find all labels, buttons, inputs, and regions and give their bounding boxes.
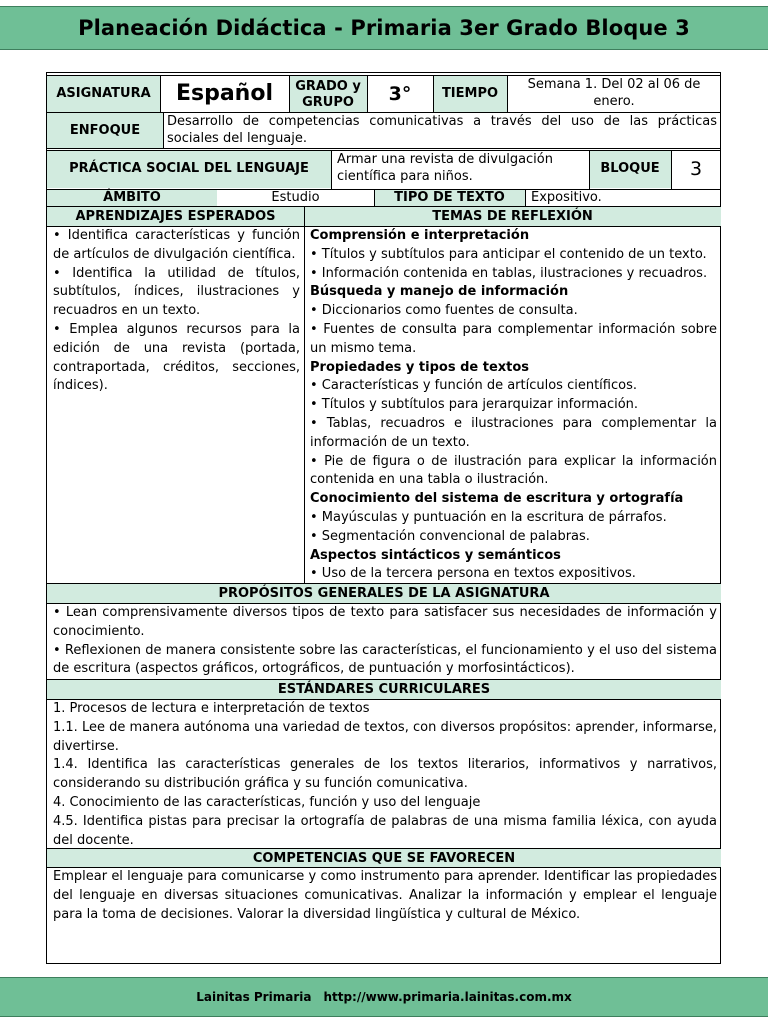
estandar-item: 4.5. Identifica pistas para precisar la ortografía de palabras de una misma familia léxica, con ayuda del docente. bbox=[53, 813, 717, 848]
bloque-label: BLOQUE bbox=[589, 151, 671, 188]
proposito-item: • Reflexionen de manera consistente sobre las características, el funcionamiento y el uso del sistema de escritura (aspectos gráficos, ortográficos, de puntuación y morfosintácticos). bbox=[53, 642, 717, 677]
page-title: Planeación Didáctica - Primaria 3er Grado Bloque 3 bbox=[78, 16, 690, 40]
footer-url-link[interactable]: http://www.primaria.lainitas.com.mx bbox=[323, 990, 572, 1004]
grid-line bbox=[47, 112, 721, 113]
practica-value: Armar una revista de divulgación científica para niños. bbox=[337, 152, 553, 184]
topic-item: • Información contenida en tablas, ilustraciones y recuadros. bbox=[310, 265, 708, 281]
grid-line bbox=[47, 867, 721, 868]
grid-line bbox=[47, 148, 721, 151]
topic-heading: Comprensión e interpretación bbox=[310, 228, 530, 243]
bloque-value: 3 bbox=[689, 158, 703, 181]
grid-line bbox=[304, 206, 305, 584]
tiempo-label: TIEMPO bbox=[433, 76, 507, 113]
grid-line bbox=[47, 603, 721, 604]
topic-item: • Diccionarios como fuentes de consulta. bbox=[310, 303, 578, 319]
topic-heading: Búsqueda y manejo de información bbox=[310, 284, 569, 300]
asignatura-value: Español bbox=[175, 81, 274, 107]
grid-line bbox=[163, 112, 164, 149]
aprendizaje-item: • Identifica características y función de artículos de divulgación científica. bbox=[53, 228, 300, 262]
grid-line bbox=[47, 189, 721, 190]
grid-line bbox=[47, 75, 721, 76]
aprendizajes-list bbox=[47, 227, 304, 582]
title-banner bbox=[0, 6, 768, 50]
grid-line bbox=[374, 189, 375, 207]
temas-heading: TEMAS DE REFLEXIÓN bbox=[304, 207, 721, 226]
grid-line bbox=[289, 75, 290, 113]
topic-item: • Mayúsculas y puntuación en la escritura de párrafos. bbox=[310, 509, 667, 525]
topic-item: • Títulos y subtítulos para jerarquizar información. bbox=[310, 397, 639, 413]
proposito-item: • Lean comprensivamente diversos tipos de texto para satisfacer sus necesidades de información y conocimiento. bbox=[53, 605, 717, 639]
topic-item: • Tablas, recuadros e ilustraciones para complementar la información de un texto. bbox=[310, 415, 717, 450]
tiempo-value: Semana 1. Del 02 al 06 de enero. bbox=[527, 77, 701, 109]
estandar-item: 1. Procesos de lectura e interpretación de textos bbox=[53, 701, 370, 716]
grid-line bbox=[367, 75, 368, 113]
estandar-item: 1.4. Identifica las características generales de los textos literarios, informativos y narrativos, considerando su distribución gráfica y su función comunicativa. bbox=[53, 757, 717, 792]
competencias-heading: COMPETENCIAS QUE SE FAVORECEN bbox=[47, 849, 721, 868]
practica-label: PRÁCTICA SOCIAL DEL LENGUAJE bbox=[47, 151, 331, 188]
grid-line bbox=[160, 75, 161, 113]
tipo-texto-label: TIPO DE TEXTO bbox=[374, 190, 525, 206]
grid-line bbox=[47, 848, 721, 849]
topic-heading: Aspectos sintácticos y semánticos bbox=[310, 547, 561, 563]
aprendizaje-item: • Identifica la utilidad de títulos, subtítulos, índices, ilustraciones y recuadros en un texto. bbox=[53, 265, 300, 319]
ambito-label: ÁMBITO bbox=[47, 190, 217, 206]
estandares-list bbox=[47, 700, 721, 848]
grid-line bbox=[507, 75, 508, 113]
grid-line bbox=[589, 151, 590, 190]
grid-line bbox=[47, 206, 721, 207]
grado-label: GRADO y GRUPO bbox=[289, 76, 367, 113]
topic-item: • Uso de la tercera persona en textos expositivos. bbox=[310, 566, 636, 582]
topic-heading: Propiedades y tipos de textos bbox=[310, 359, 530, 375]
topic-item: • Fuentes de consulta para complementar información sobre un mismo tema. bbox=[310, 321, 717, 356]
grid-line bbox=[47, 679, 721, 680]
asignatura-label: ASIGNATURA bbox=[47, 76, 160, 113]
grid-line bbox=[525, 189, 526, 207]
grid-line bbox=[433, 75, 434, 113]
enfoque-label: ENFOQUE bbox=[47, 113, 163, 149]
footer-banner bbox=[0, 977, 768, 1017]
grado-value: 3° bbox=[388, 83, 412, 106]
grid-line bbox=[47, 699, 721, 700]
competencias-text: Emplear el lenguaje para comunicarse y como instrumento para aprender. Identificar las propiedades del lenguaje en diversas situaciones comunicativas. Analizar la información y emplear el lenguaje para la toma de decisiones. Valorar la diversidad lingüística y cultural de México. bbox=[53, 869, 717, 922]
grid-line bbox=[331, 151, 332, 190]
aprendizaje-item: • Emplea algunos recursos para la edición de una revista (portada, contraportada, créditos, secciones, índices). bbox=[53, 321, 300, 394]
topic-item: • Pie de figura o de ilustración para explicar la información contenida en una tabla o ilustración. bbox=[310, 453, 717, 488]
estandar-item: 1.1. Lee de manera autónoma una variedad de textos, con diversos propósitos: aprender, informarse, divertirse. bbox=[53, 719, 717, 754]
temas-list bbox=[304, 227, 721, 582]
grid-line bbox=[47, 583, 721, 584]
planning-table bbox=[46, 72, 721, 964]
propositos-list bbox=[47, 604, 721, 679]
propositos-heading: PROPÓSITOS GENERALES DE LA ASIGNATURA bbox=[47, 584, 721, 603]
footer-site-name: Lainitas Primaria bbox=[196, 990, 312, 1004]
topic-item: • Segmentación convencional de palabras. bbox=[310, 528, 590, 544]
topic-item: • Títulos y subtítulos para anticipar el contenido de un texto. bbox=[310, 246, 707, 262]
grid-line bbox=[671, 151, 672, 190]
footer-text bbox=[0, 978, 768, 1016]
topic-heading: Conocimiento del sistema de escritura y ortografía bbox=[310, 491, 684, 507]
tipo-texto-value: Expositivo. bbox=[531, 190, 602, 205]
aprendizajes-heading: APRENDIZAJES ESPERADOS bbox=[47, 207, 304, 226]
grid-line bbox=[47, 226, 721, 227]
estandares-heading: ESTÁNDARES CURRICULARES bbox=[47, 680, 721, 699]
ambito-value: Estudio bbox=[271, 190, 320, 205]
topic-item: • Características y función de artículos científicos. bbox=[310, 378, 637, 394]
enfoque-value: Desarrollo de competencias comunicativas a través del uso de las prácticas sociales del lenguaje. bbox=[167, 114, 717, 146]
estandar-item: 4. Conocimiento de las características, función y uso del lenguaje bbox=[53, 794, 481, 810]
